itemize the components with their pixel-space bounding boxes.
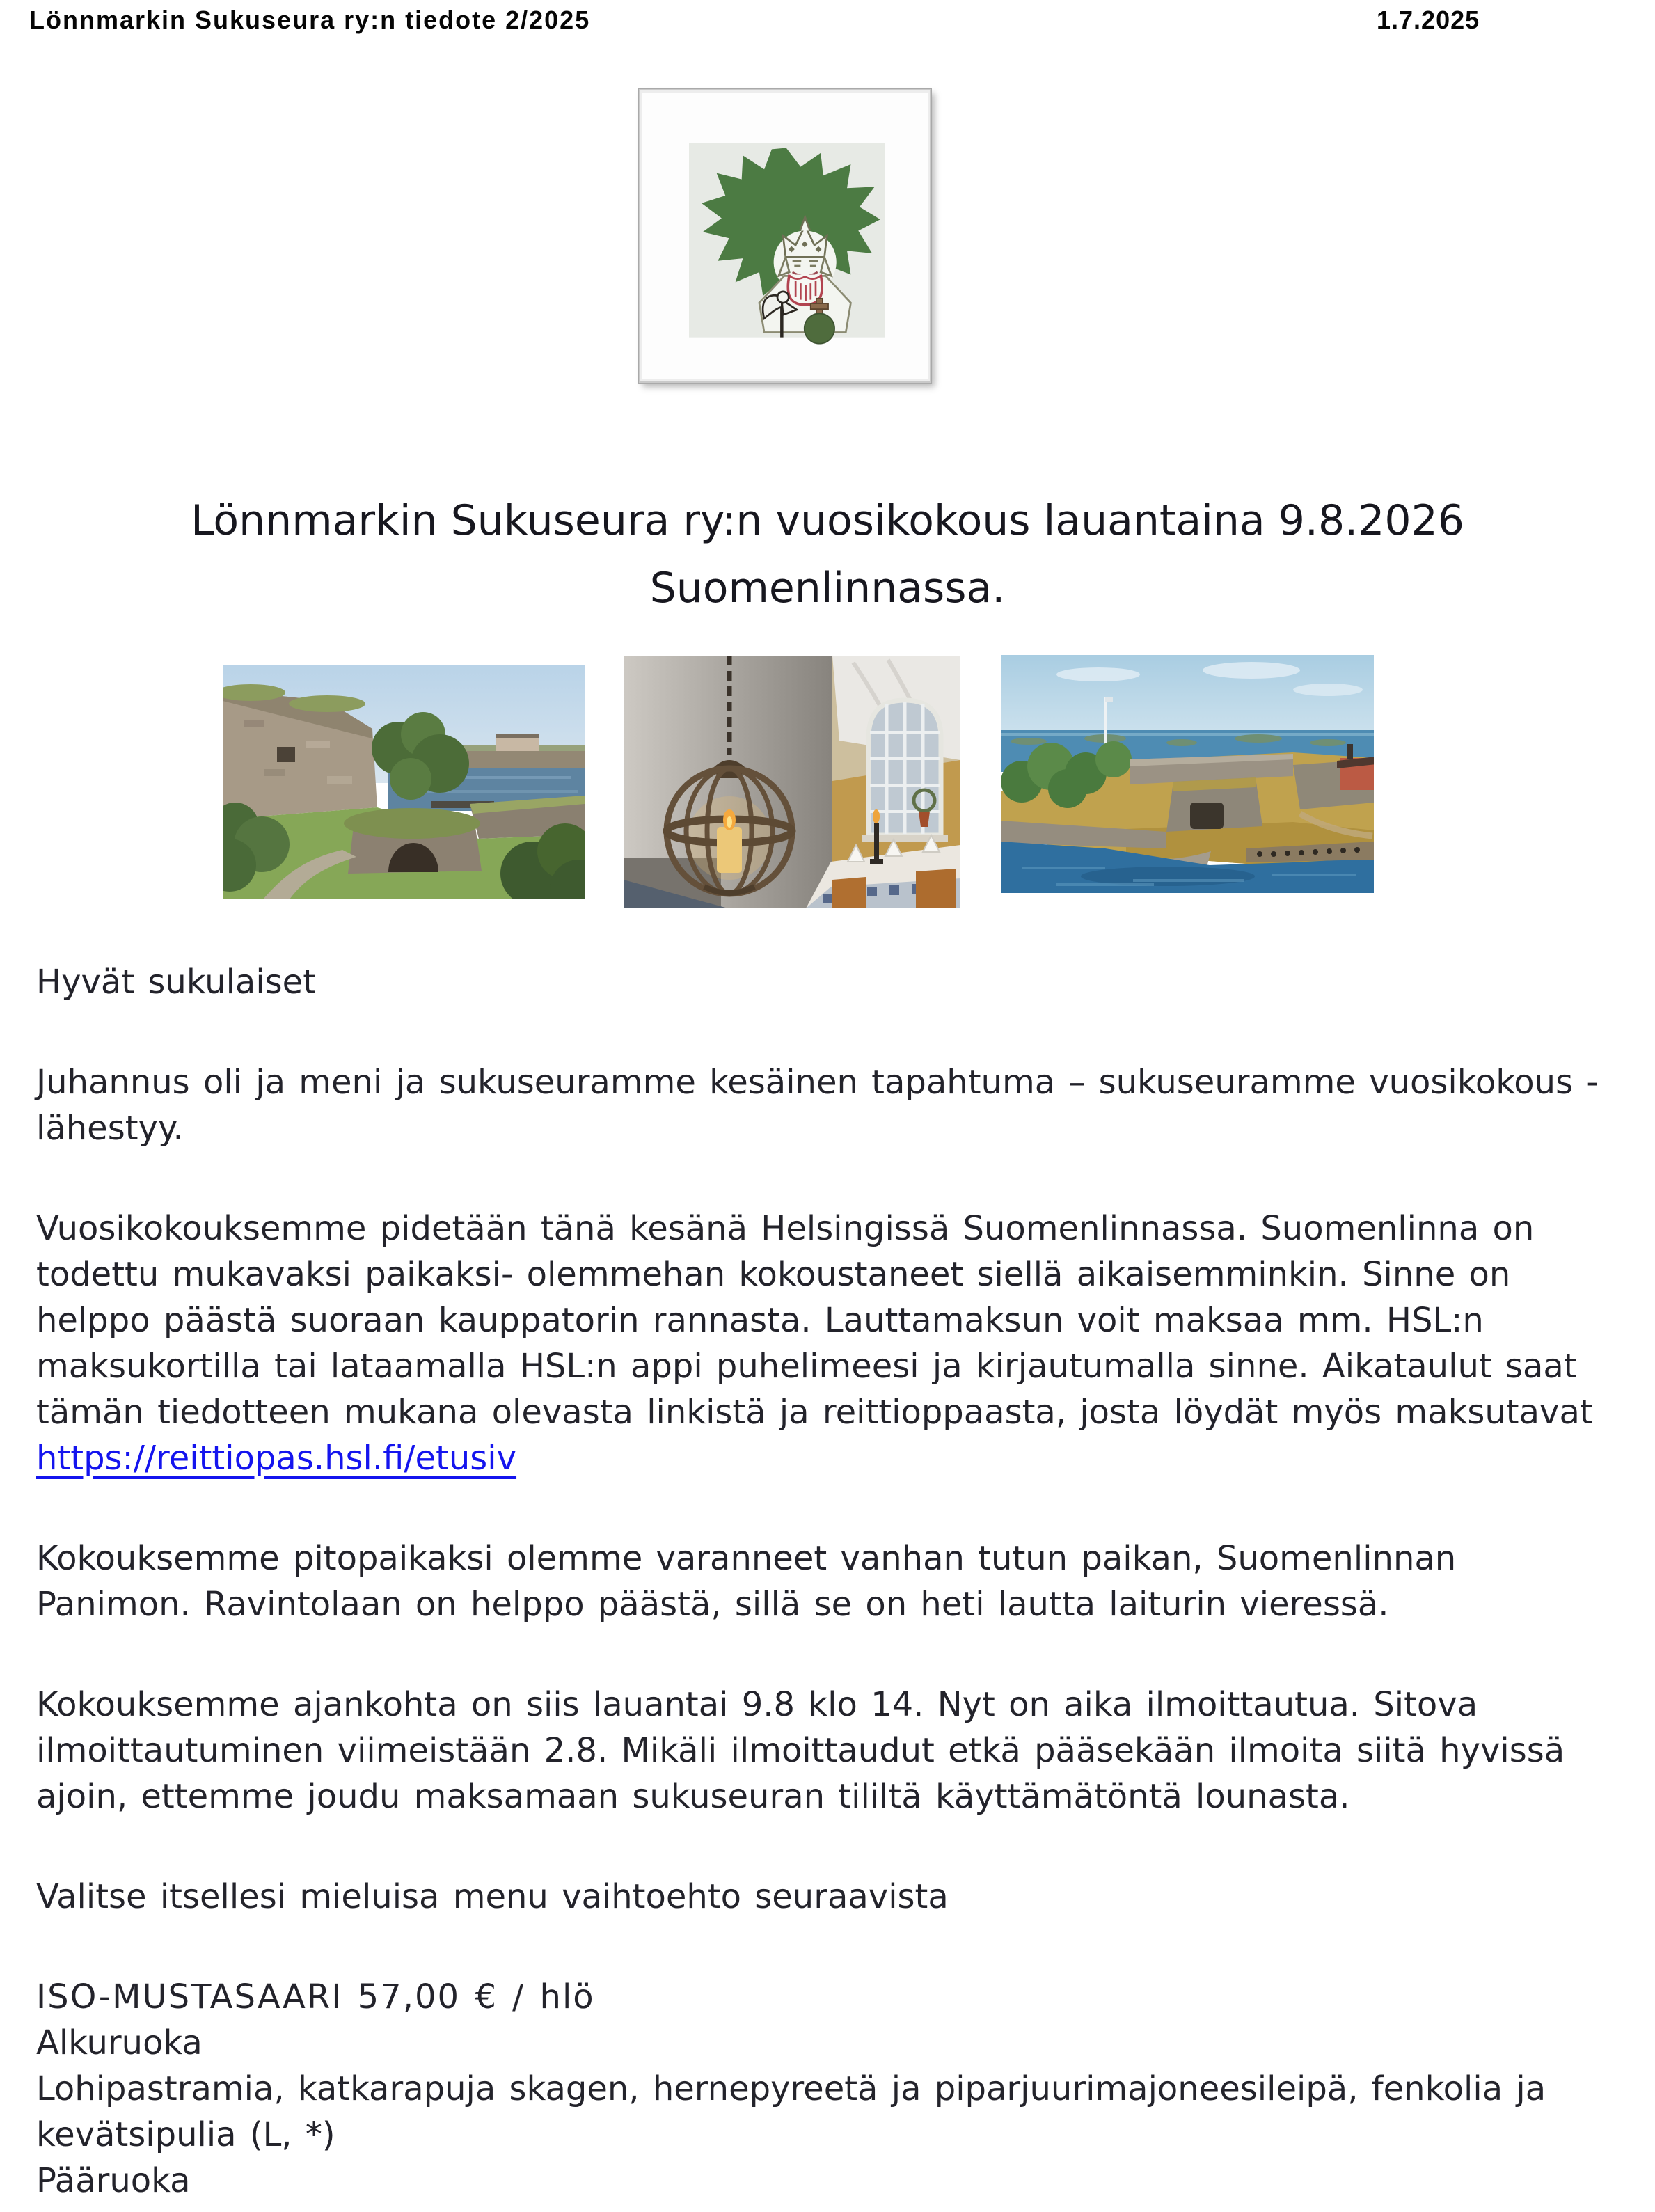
menu-starter-text: Lohipastramia, katkarapuja skagen, hernepyreetä ja piparjuurimajoneesileipä, fenkolia ja kevätsipulia (L, *) — [36, 2069, 1546, 2154]
menu-name-price: ISO-MUSTASAARI 57,00 € / hlö — [36, 1977, 595, 2016]
photo-restaurant-interior — [624, 656, 960, 908]
newsletter-header-date: 1.7.2025 — [1377, 6, 1480, 34]
orb — [805, 313, 834, 343]
hand — [777, 292, 789, 303]
paragraph-ajankohta: Kokouksemme ajankohta on siis lauantai 9.8 klo 14. Nyt on aika ilmoittautua. Sitova ilmoittautuminen viimeistään 2.8. Mikäli ilmoittaudut etkä pääsekään ilmoita siitä hyvissä ajoin, ettemme joudu maksamaan sukuseuran tililtä käyttämätöntä lounasta. — [36, 1685, 1565, 1816]
photo-fortress-walls — [223, 665, 585, 899]
paragraph-valitse-menu: Valitse itsellesi mieluisa menu vaihtoehto seuraavista — [36, 1877, 949, 1916]
family-crest-frame — [639, 89, 931, 383]
paragraph-vuosikokous — [36, 1206, 1617, 1481]
family-crest-logo-image — [689, 134, 885, 347]
reittiopas-link[interactable]: https://reittiopas.hsl.fi/etusiv — [36, 1439, 517, 1478]
newsletter-header-title: Lönnmarkin Sukuseura ry:n tiedote 2/2025 — [29, 6, 591, 34]
menu-option-iso-mustasaari — [36, 1974, 1617, 2204]
body-text — [36, 959, 1617, 2204]
greeting: Hyvät sukulaiset — [36, 963, 317, 1002]
menu-main-label: Pääruoka — [36, 2161, 191, 2200]
menu-starter-label: Alkuruoka — [36, 2023, 203, 2062]
paragraph-vuosikokous-text: Vuosikokouksemme pidetään tänä kesänä Helsingissä Suomenlinnassa. Suomenlinna on todettu mukavaksi paikaksi- olemmehan kokoustaneet siellä aikaisemminkin. Sinne on helppo päästä suoraan kauppatorin rannasta. Lauttamaksun voit maksaa mm. HSL:n maksukortilla tai lataamalla HSL:n appi puhelimeesi ja kirjautumalla sinne. Aikataulut saat tämän tiedotteen mukana olevasta linkistä ja reittioppaasta, josta löydät myös maksutavat — [36, 1209, 1593, 1432]
page-title: Lönnmarkin Sukuseura ry:n vuosikokous lauantaina 9.8.2026 Suomenlinnassa. — [191, 496, 1464, 613]
paragraph-pitopaikka: Kokouksemme pitopaikaksi olemme varanneet vanhan tutun paikan, Suomenlinnan Panimon. Ravintolaan on helppo päästä, sillä se on heti lautta laiturin vieressä. — [36, 1539, 1457, 1624]
paragraph-juhannus: Juhannus oli ja meni ja sukuseuramme kesäinen tapahtuma – sukuseuramme vuosikokous - lähestyy. — [36, 1063, 1599, 1148]
photo-fortress-aerial — [1001, 655, 1374, 893]
